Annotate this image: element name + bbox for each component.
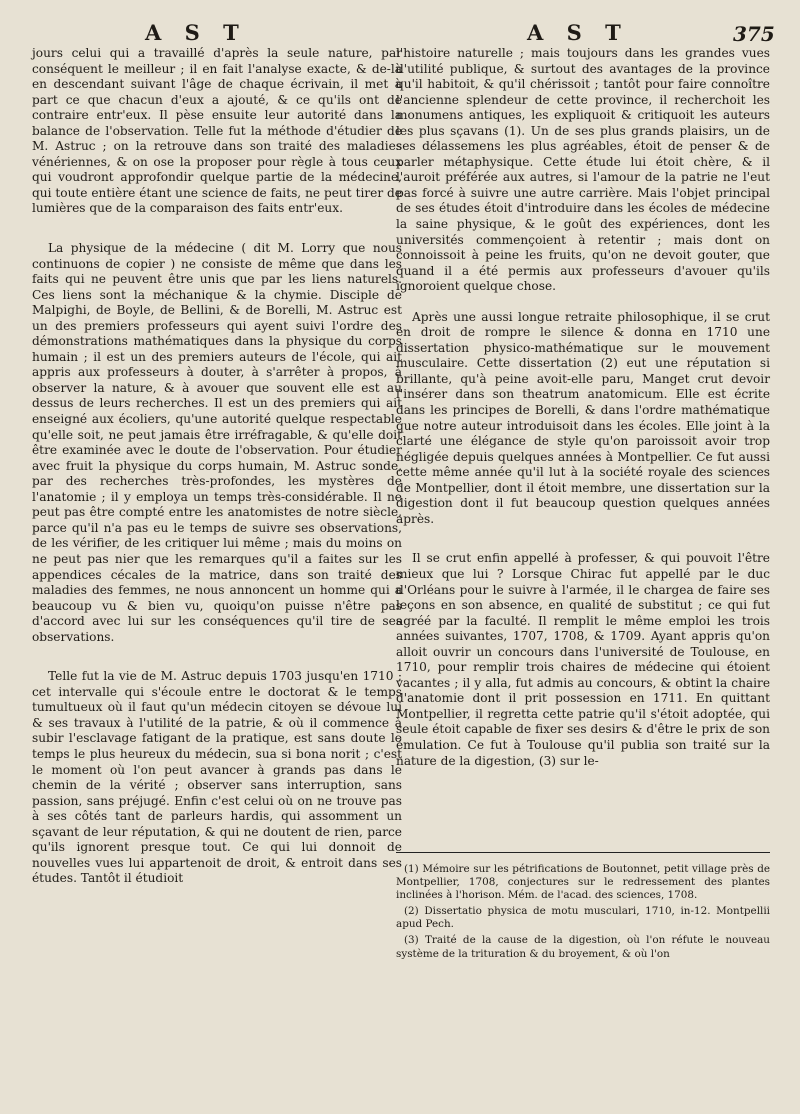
right-column (396, 46, 770, 769)
footnote: (2) Dissertatio physica de motu musculari, 1710, in-12. Montpellii apud Pech. (396, 905, 770, 931)
page-number: 375 (733, 22, 775, 46)
paragraph: La physique de la médecine ( dit M. Lorry que nous continuons de copier ) ne consiste de même que dans les faits qui ne peuvent être unis que par les liens naturels. Ces liens sont la méchanique & la chymie. Disciple de Malpighi, de Boyle, de Bellini, & de Borelli, M. Astruc est un des premiers professeurs qui ayent suivi l'ordre des démonstrations mathématiques dans la physique du corps humain ; il est un des premiers auteurs de l'école, qui ait appris aux professeurs à douter, à s'arrêter à propos, à observer la nature, & à avouer que souvent elle est au dessus de leurs recherches. Il est un des premiers qui ait enseigné aux écoliers, qu'une autorité quelque respectable qu'elle soit, ne peut jamais être irréfragable, & qu'elle doit être examinée avec le doute de l'observation. Pour étudier avec fruit la physique du corps humain, M. Astruc sonde, par des recherches très-profondes, les mystères de l'anatomie ; il y employa un temps très-considérable. Il ne peut pas être compté entre les anatomistes de notre siècle, parce qu'il n'a pas eu le temps de suivre ses observations, de les vérifier, de les critiquer lui même ; mais du moins on ne peut pas nier que les remarques qu'il a faites sur les appendices cécales de la matrice, dans son traité des maladies des femmes, ne nous annoncent un homme qui a beaucoup vu & bien vu, quoiqu'on puisse n'être pas d'accord avec lui sur les conséquences qu'il tire de ses observations. (32, 241, 402, 644)
paragraph: l'histoire naturelle ; mais toujours dans les grandes vues d'utilité publique, & surtout des avantages de la province qu'il habitoit, & qu'il chérissoit ; tantôt pour faire connoître l'ancienne splendeur de cette province, il recherchoit les monumens antiques, les expliquoit & critiquoit les auteurs les plus sçavans (1). Un de ses plus grands plaisirs, un de ses délassemens les plus agréables, étoit de penser & de parler métaphysique. Cette étude lui étoit chère, & il l'auroit préférée aux autres, si l'amour de la patrie ne l'eut pas forcé à suivre une autre carrière. Mais l'objet principal de ses études étoit d'introduire dans les écoles de médecine la saine physique, & le goût des expériences, dont les universités commençoient à retentir ; mais dont on connoissoit à peine les fruits, qu'on ne devoit gouter, que quand il a été permis aux professeurs d'avouer qu'ils ignoroient quelque chose. (396, 46, 770, 294)
paragraph: Telle fut la vie de M. Astruc depuis 1703 jusqu'en 1710 ; cet intervalle qui s'écoule entre le doctorat & le temps tumultueux où il faut qu'un médecin citoyen se dévoue lui & ses travaux à l'utilité de la patrie, & où il commence à subir l'esclavage fatigant de la pratique, est sans doute le temps le plus heureux du médecin, sua si bona norit ; c'est le moment où l'on peut avancer à grands pas dans le chemin de la vérité ; observer sans interruption, sans passion, sans préjugé. Enfin c'est celui où on ne trouve pas à ses côtés tant de parleurs hardis, qui assomment un sçavant de leur réputation, & qui ne doutent de rien, parce qu'ils ignorent presque tout. Ce qui lui donnoit de nouvelles vues lui appartenoit de droit, & entroit dans ses études. Tantôt il étudioit (32, 669, 402, 886)
footnote-rule (396, 852, 770, 853)
running-head-left: A S T (145, 20, 247, 45)
left-column (32, 46, 402, 887)
paragraph: Il se crut enfin appellé à professer, & qui pouvoit l'être mieux que lui ? Lorsque Chirac fut appellé par le duc d'Orléans pour le suivre à l'armée, il le chargea de faire ses leçons en son absence, en qualité de substitut ; ce qui fut agréé par la faculté. Il remplit le même emploi les trois années suivantes, 1707, 1708, & 1709. Ayant appris qu'on alloit ouvrir un concours dans l'université de Toulouse, en 1710, pour remplir trois chaires de médecine qui étoient vacantes ; il y alla, fut admis au concours, & obtint la chaire d'anatomie dont il prit possession en 1711. En quittant Montpellier, il regretta cette patrie qu'il s'étoit adoptée, qui seule étoit capable de fixer ses desirs & d'être le prix de son émulation. Ce fut à Toulouse qu'il publia son traité sur la nature de la digestion, (3) sur le- (396, 551, 770, 768)
paragraph: jours celui qui a travaillé d'après la seule nature, par conséquent le meilleur ; il en fait l'analyse exacte, & de-là en descendant suivant l'âge de chaque écrivain, il met à part ce que chacun d'eux a ajouté, & ce qu'ils ont de contraire entr'eux. Il pèse ensuite leur autorité dans la balance de l'observation. Telle fut la méthode d'étudier de M. Astruc ; on la retrouve dans son traité des maladies vénériennes, & on ose la proposer pour règle à tous ceux qui voudront approfondir quelque partie de la médecine, qui toute entière étant une science de faits, ne peut tirer de lumières que de la comparaison des faits entr'eux. (32, 46, 402, 216)
paragraph: Après une aussi longue retraite philosophique, il se crut en droit de rompre le silence & donna en 1710 une dissertation physico-mathématique sur le mouvement musculaire. Cette dissertation (2) eut une réputation si brillante, qu'à peine avoit-elle paru, Manget crut devoir l'insérer dans son theatrum anatomicum. Elle est écrite dans les principes de Borelli, & dans l'ordre mathématique que notre auteur introduisoit dans les écoles. Elle joint à la clarté une élégance de style qu'on paroissoit avoir trop négligée depuis quelques années à Montpellier. Ce fut aussi cette même année qu'il lut à la société royale des sciences de Montpellier, dont il étoit membre, une dissertation sur la digestion dont il fut beaucoup question quelques années après. (396, 309, 770, 526)
footnote: (1) Mémoire sur les pétrifications de Boutonnet, petit village près de Montpellier, 1708, conjectures sur le redressement des plantes inclinées à l'horison. Mém. de l'acad. des sciences, 1708. (396, 863, 770, 902)
running-head-right: A S T (527, 20, 629, 45)
footnote: (3) Traité de la cause de la digestion, où l'on réfute le nouveau système de la trituration & du broyement, & où l'on (396, 934, 770, 960)
footnotes (396, 863, 770, 964)
